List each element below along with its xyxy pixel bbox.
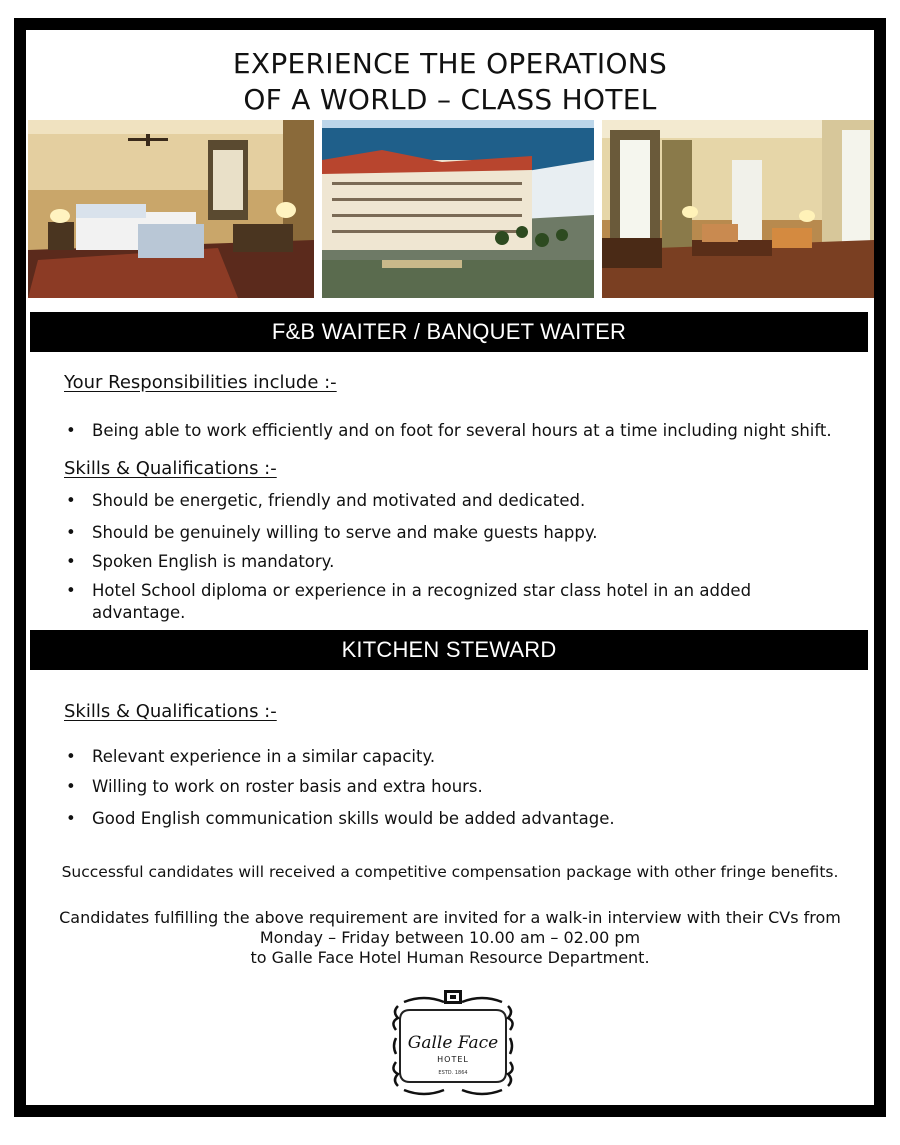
invite-line-1: Candidates fulfilling the above requirement are invited for a walk-in interview with their CVs from	[59, 908, 841, 927]
bullet-icon: •	[66, 581, 76, 600]
steward-skills-heading: Skills & Qualifications :-	[64, 701, 277, 722]
bullet-icon: •	[66, 777, 76, 796]
steward-section-banner	[30, 630, 868, 670]
waiter-skills-heading: Skills & Qualifications :-	[64, 458, 277, 479]
logo-wordmark: Galle Face	[407, 1033, 499, 1053]
steward-section-title: KITCHEN STEWARD	[341, 637, 557, 662]
title-line-2: OF A WORLD – CLASS HOTEL	[243, 83, 657, 116]
responsibilities-heading: Your Responsibilities include :-	[64, 372, 337, 393]
invite-line-3: to Galle Face Hotel Human Resource Department.	[250, 948, 650, 967]
list-item: • Relevant experience in a similar capacity.	[66, 747, 436, 766]
waiter-section-title: F&B WAITER / BANQUET WAITER	[271, 319, 627, 344]
list-item: • Should be genuinely willing to serve and make guests happy.	[66, 523, 598, 542]
list-item: • Being able to work efficiently and on foot for several hours at a time including night shift.	[66, 421, 832, 440]
photo-strip	[28, 120, 874, 298]
hotel-suite-photo	[602, 120, 874, 298]
list-item-continuation: advantage.	[92, 603, 186, 622]
compensation-note: Successful candidates will received a competitive compensation package with other fringe benefits.	[61, 863, 839, 881]
hotel-bedroom-photo	[28, 120, 314, 298]
poster-frame	[14, 18, 886, 1117]
bullet-icon: •	[66, 523, 76, 542]
list-item: • Good English communication skills would be added advantage.	[66, 809, 615, 828]
logo-established: ESTD. 1864	[438, 1070, 468, 1076]
list-item: • Hotel School diploma or experience in a recognized star class hotel in an added	[66, 581, 752, 600]
list-item: • Spoken English is mandatory.	[66, 552, 335, 571]
bullet-icon: •	[66, 552, 76, 571]
list-item: • Willing to work on roster basis and extra hours.	[66, 777, 483, 796]
invite-line-2: Monday – Friday between 10.00 am – 02.00 pm	[259, 928, 641, 947]
bullet-icon: •	[66, 491, 76, 510]
bullet-icon: •	[66, 747, 76, 766]
hotel-exterior-ocean-photo	[322, 120, 594, 298]
title-line-1: EXPERIENCE THE OPERATIONS	[232, 47, 668, 80]
bullet-icon: •	[66, 421, 76, 440]
list-item: • Should be energetic, friendly and motivated and dedicated.	[66, 491, 586, 510]
bullet-icon: •	[66, 809, 76, 828]
waiter-section-banner	[30, 312, 868, 352]
logo-subtitle: HOTEL	[437, 1055, 469, 1064]
poster-title	[26, 46, 874, 118]
galle-face-hotel-logo	[390, 988, 516, 1100]
